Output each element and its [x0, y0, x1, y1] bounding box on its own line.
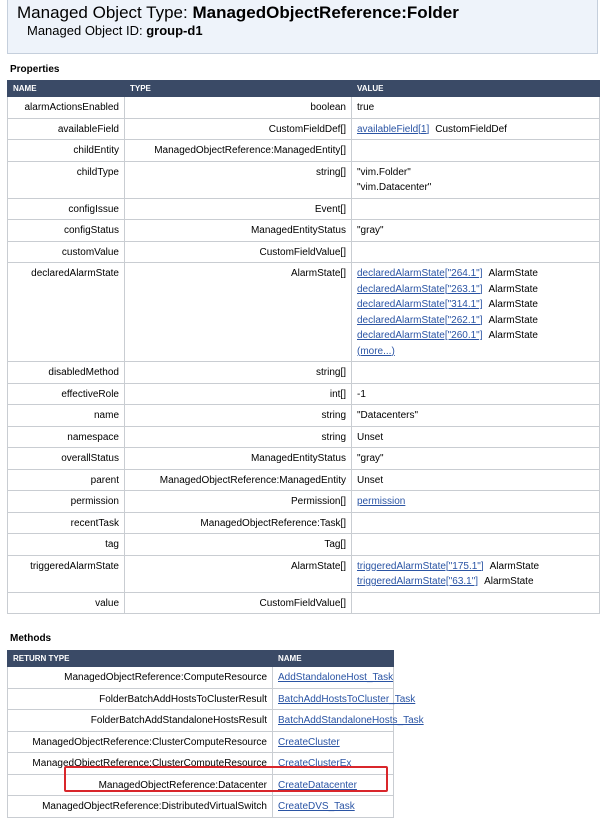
value-text: "vim.Datacenter"	[357, 182, 432, 193]
object-type-value: ManagedObjectReference:Folder	[192, 3, 459, 22]
property-name: alarmActionsEnabled	[8, 97, 125, 119]
property-name: disabledMethod	[8, 362, 125, 384]
value-line	[357, 313, 594, 329]
property-value	[352, 97, 600, 119]
value-line	[357, 180, 594, 196]
property-value	[352, 534, 600, 556]
property-value	[352, 383, 600, 405]
property-name: triggeredAlarmState	[8, 555, 125, 592]
method-return-type: ManagedObjectReference:ClusterComputeResource	[8, 753, 273, 775]
method-return-type: ManagedObjectReference:Datacenter	[8, 774, 273, 796]
value-type: AlarmState	[488, 283, 538, 295]
property-type: ManagedObjectReference:ManagedEntity	[125, 469, 352, 491]
property-row	[8, 469, 600, 491]
value-link[interactable]: declaredAlarmState["263.1"]	[357, 283, 483, 295]
object-id-value: group-d1	[146, 23, 203, 38]
value-type: AlarmState	[488, 268, 538, 279]
value-link[interactable]: triggeredAlarmState["63.1"]	[357, 576, 479, 587]
value-line	[357, 122, 594, 138]
value-text: Unset	[357, 474, 384, 486]
method-link[interactable]: BatchAddStandaloneHosts_Task	[278, 715, 424, 726]
method-return-type: ManagedObjectReference:ClusterComputeResource	[8, 731, 273, 753]
methods-header-row	[8, 651, 394, 667]
property-value	[352, 161, 600, 198]
method-link[interactable]: CreateDatacenter	[278, 779, 357, 791]
value-text: "Datacenters"	[357, 410, 419, 421]
method-name-cell	[273, 753, 394, 775]
property-name: namespace	[8, 426, 125, 448]
value-type: AlarmState	[489, 560, 540, 572]
property-name: effectiveRole	[8, 383, 125, 405]
property-value	[352, 555, 600, 592]
property-row	[8, 383, 600, 405]
property-row	[8, 534, 600, 556]
property-value	[352, 469, 600, 491]
property-name: configIssue	[8, 198, 125, 220]
property-value	[352, 512, 600, 534]
value-line	[357, 165, 594, 181]
method-return-type: FolderBatchAddStandaloneHostsResult	[8, 710, 273, 732]
methods-section-title: Methods	[10, 633, 52, 644]
value-line	[357, 387, 594, 403]
object-header	[7, 0, 598, 54]
methods-body	[8, 667, 424, 818]
value-link[interactable]: permission	[357, 496, 406, 507]
method-link[interactable]: AddStandaloneHost_Task	[278, 672, 394, 683]
property-value	[352, 241, 600, 263]
properties-table	[7, 80, 600, 614]
property-name: value	[8, 592, 125, 614]
property-row	[8, 362, 600, 384]
property-name: tag	[8, 534, 125, 556]
method-return-type: FolderBatchAddHostsToClusterResult	[8, 688, 273, 710]
property-type: AlarmState[]	[125, 263, 352, 362]
property-row	[8, 491, 600, 513]
property-name: childType	[8, 161, 125, 198]
property-type: AlarmState[]	[125, 555, 352, 592]
value-text: "gray"	[357, 453, 384, 464]
method-row	[8, 753, 394, 775]
value-type: CustomFieldDef	[435, 123, 507, 135]
method-name-cell	[273, 710, 424, 732]
value-link[interactable]: (more...)	[357, 345, 395, 357]
property-name: configStatus	[8, 220, 125, 242]
method-row-highlighted	[8, 774, 394, 796]
property-row	[8, 426, 600, 448]
method-row	[8, 731, 394, 753]
property-value	[352, 118, 600, 140]
property-row	[8, 161, 600, 198]
value-line	[357, 100, 594, 116]
property-value	[352, 491, 600, 513]
method-row	[8, 710, 394, 732]
value-link[interactable]: declaredAlarmState["264.1"]	[357, 268, 483, 279]
property-row	[8, 263, 600, 362]
property-row	[8, 448, 600, 470]
value-line	[357, 297, 594, 313]
column-header-name: NAME	[8, 81, 125, 97]
property-row	[8, 97, 600, 119]
property-name: parent	[8, 469, 125, 491]
value-link[interactable]: declaredAlarmState["314.1"]	[357, 299, 483, 310]
property-type: string	[125, 426, 352, 448]
value-link[interactable]: triggeredAlarmState["175.1"]	[357, 560, 484, 572]
value-type: AlarmState	[484, 576, 534, 587]
value-line	[357, 473, 594, 489]
value-line	[357, 430, 594, 446]
value-type: AlarmState	[488, 299, 538, 310]
property-type: Event[]	[125, 198, 352, 220]
property-type: ManagedEntityStatus	[125, 220, 352, 242]
value-type: AlarmState	[488, 330, 538, 341]
method-name-cell	[273, 688, 416, 710]
property-value	[352, 592, 600, 614]
property-type: ManagedObjectReference:ManagedEntity[]	[125, 140, 352, 162]
method-link[interactable]: CreateDVS_Task	[278, 801, 355, 812]
property-row	[8, 555, 600, 592]
value-text: true	[357, 102, 375, 113]
value-type: AlarmState	[488, 314, 538, 326]
property-type: string[]	[125, 161, 352, 198]
object-type-title	[17, 3, 459, 23]
property-row	[8, 405, 600, 427]
value-line	[357, 266, 594, 282]
property-value	[352, 426, 600, 448]
property-value	[352, 405, 600, 427]
property-type: CustomFieldDef[]	[125, 118, 352, 140]
property-value	[352, 198, 600, 220]
property-name: permission	[8, 491, 125, 513]
property-type: int[]	[125, 383, 352, 405]
method-name-cell	[273, 796, 394, 818]
method-link[interactable]: CreateClusterEx	[278, 758, 352, 769]
value-line	[357, 223, 594, 239]
property-name: availableField	[8, 118, 125, 140]
column-header-type: TYPE	[125, 81, 352, 97]
property-type: boolean	[125, 97, 352, 119]
property-row	[8, 220, 600, 242]
value-link[interactable]: availableField[1]	[357, 123, 430, 135]
value-text: "vim.Folder"	[357, 166, 411, 178]
methods-table	[7, 650, 424, 818]
property-type: string	[125, 405, 352, 427]
column-header-return-type: RETURN TYPE	[8, 651, 273, 667]
method-return-type: ManagedObjectReference:ComputeResource	[8, 667, 273, 689]
object-id-line	[27, 23, 203, 38]
property-type: Permission[]	[125, 491, 352, 513]
property-row	[8, 592, 600, 614]
value-line	[357, 494, 594, 510]
method-link[interactable]: BatchAddHostsToCluster_Task	[278, 693, 416, 705]
property-row	[8, 198, 600, 220]
property-row	[8, 140, 600, 162]
property-row	[8, 118, 600, 140]
value-line	[357, 559, 594, 575]
property-value	[352, 448, 600, 470]
method-name-cell	[273, 774, 394, 796]
property-type: ManagedEntityStatus	[125, 448, 352, 470]
value-text: "gray"	[357, 225, 384, 236]
column-header-value: VALUE	[352, 81, 600, 97]
value-line	[357, 344, 594, 360]
value-line	[357, 451, 594, 467]
property-type: CustomFieldValue[]	[125, 241, 352, 263]
method-name-cell	[273, 731, 394, 753]
method-row	[8, 688, 394, 710]
value-line	[357, 574, 594, 590]
value-link[interactable]: declaredAlarmState["262.1"]	[357, 314, 483, 326]
object-id-label: Managed Object ID:	[27, 23, 147, 38]
property-name: childEntity	[8, 140, 125, 162]
properties-body	[8, 97, 600, 614]
property-value	[352, 263, 600, 362]
method-row	[8, 667, 394, 689]
property-row	[8, 512, 600, 534]
property-name: declaredAlarmState	[8, 263, 125, 362]
property-type: string[]	[125, 362, 352, 384]
method-link[interactable]: CreateCluster	[278, 736, 340, 748]
property-type: Tag[]	[125, 534, 352, 556]
value-text: -1	[357, 388, 366, 400]
property-value	[352, 362, 600, 384]
column-header-method-name: NAME	[273, 651, 394, 667]
method-name-cell	[273, 667, 394, 689]
value-line	[357, 282, 594, 298]
method-row	[8, 796, 394, 818]
property-value	[352, 220, 600, 242]
value-line	[357, 328, 594, 344]
property-name: overallStatus	[8, 448, 125, 470]
property-name: name	[8, 405, 125, 427]
property-type: CustomFieldValue[]	[125, 592, 352, 614]
property-name: customValue	[8, 241, 125, 263]
method-return-type: ManagedObjectReference:DistributedVirtualSwitch	[8, 796, 273, 818]
property-type: ManagedObjectReference:Task[]	[125, 512, 352, 534]
value-link[interactable]: declaredAlarmState["260.1"]	[357, 330, 483, 341]
properties-header-row	[8, 81, 600, 97]
properties-section-title: Properties	[10, 64, 60, 75]
object-type-label: Managed Object Type:	[17, 3, 193, 22]
value-text: Unset	[357, 431, 384, 443]
property-name: recentTask	[8, 512, 125, 534]
property-value	[352, 140, 600, 162]
value-line	[357, 408, 594, 424]
property-row	[8, 241, 600, 263]
